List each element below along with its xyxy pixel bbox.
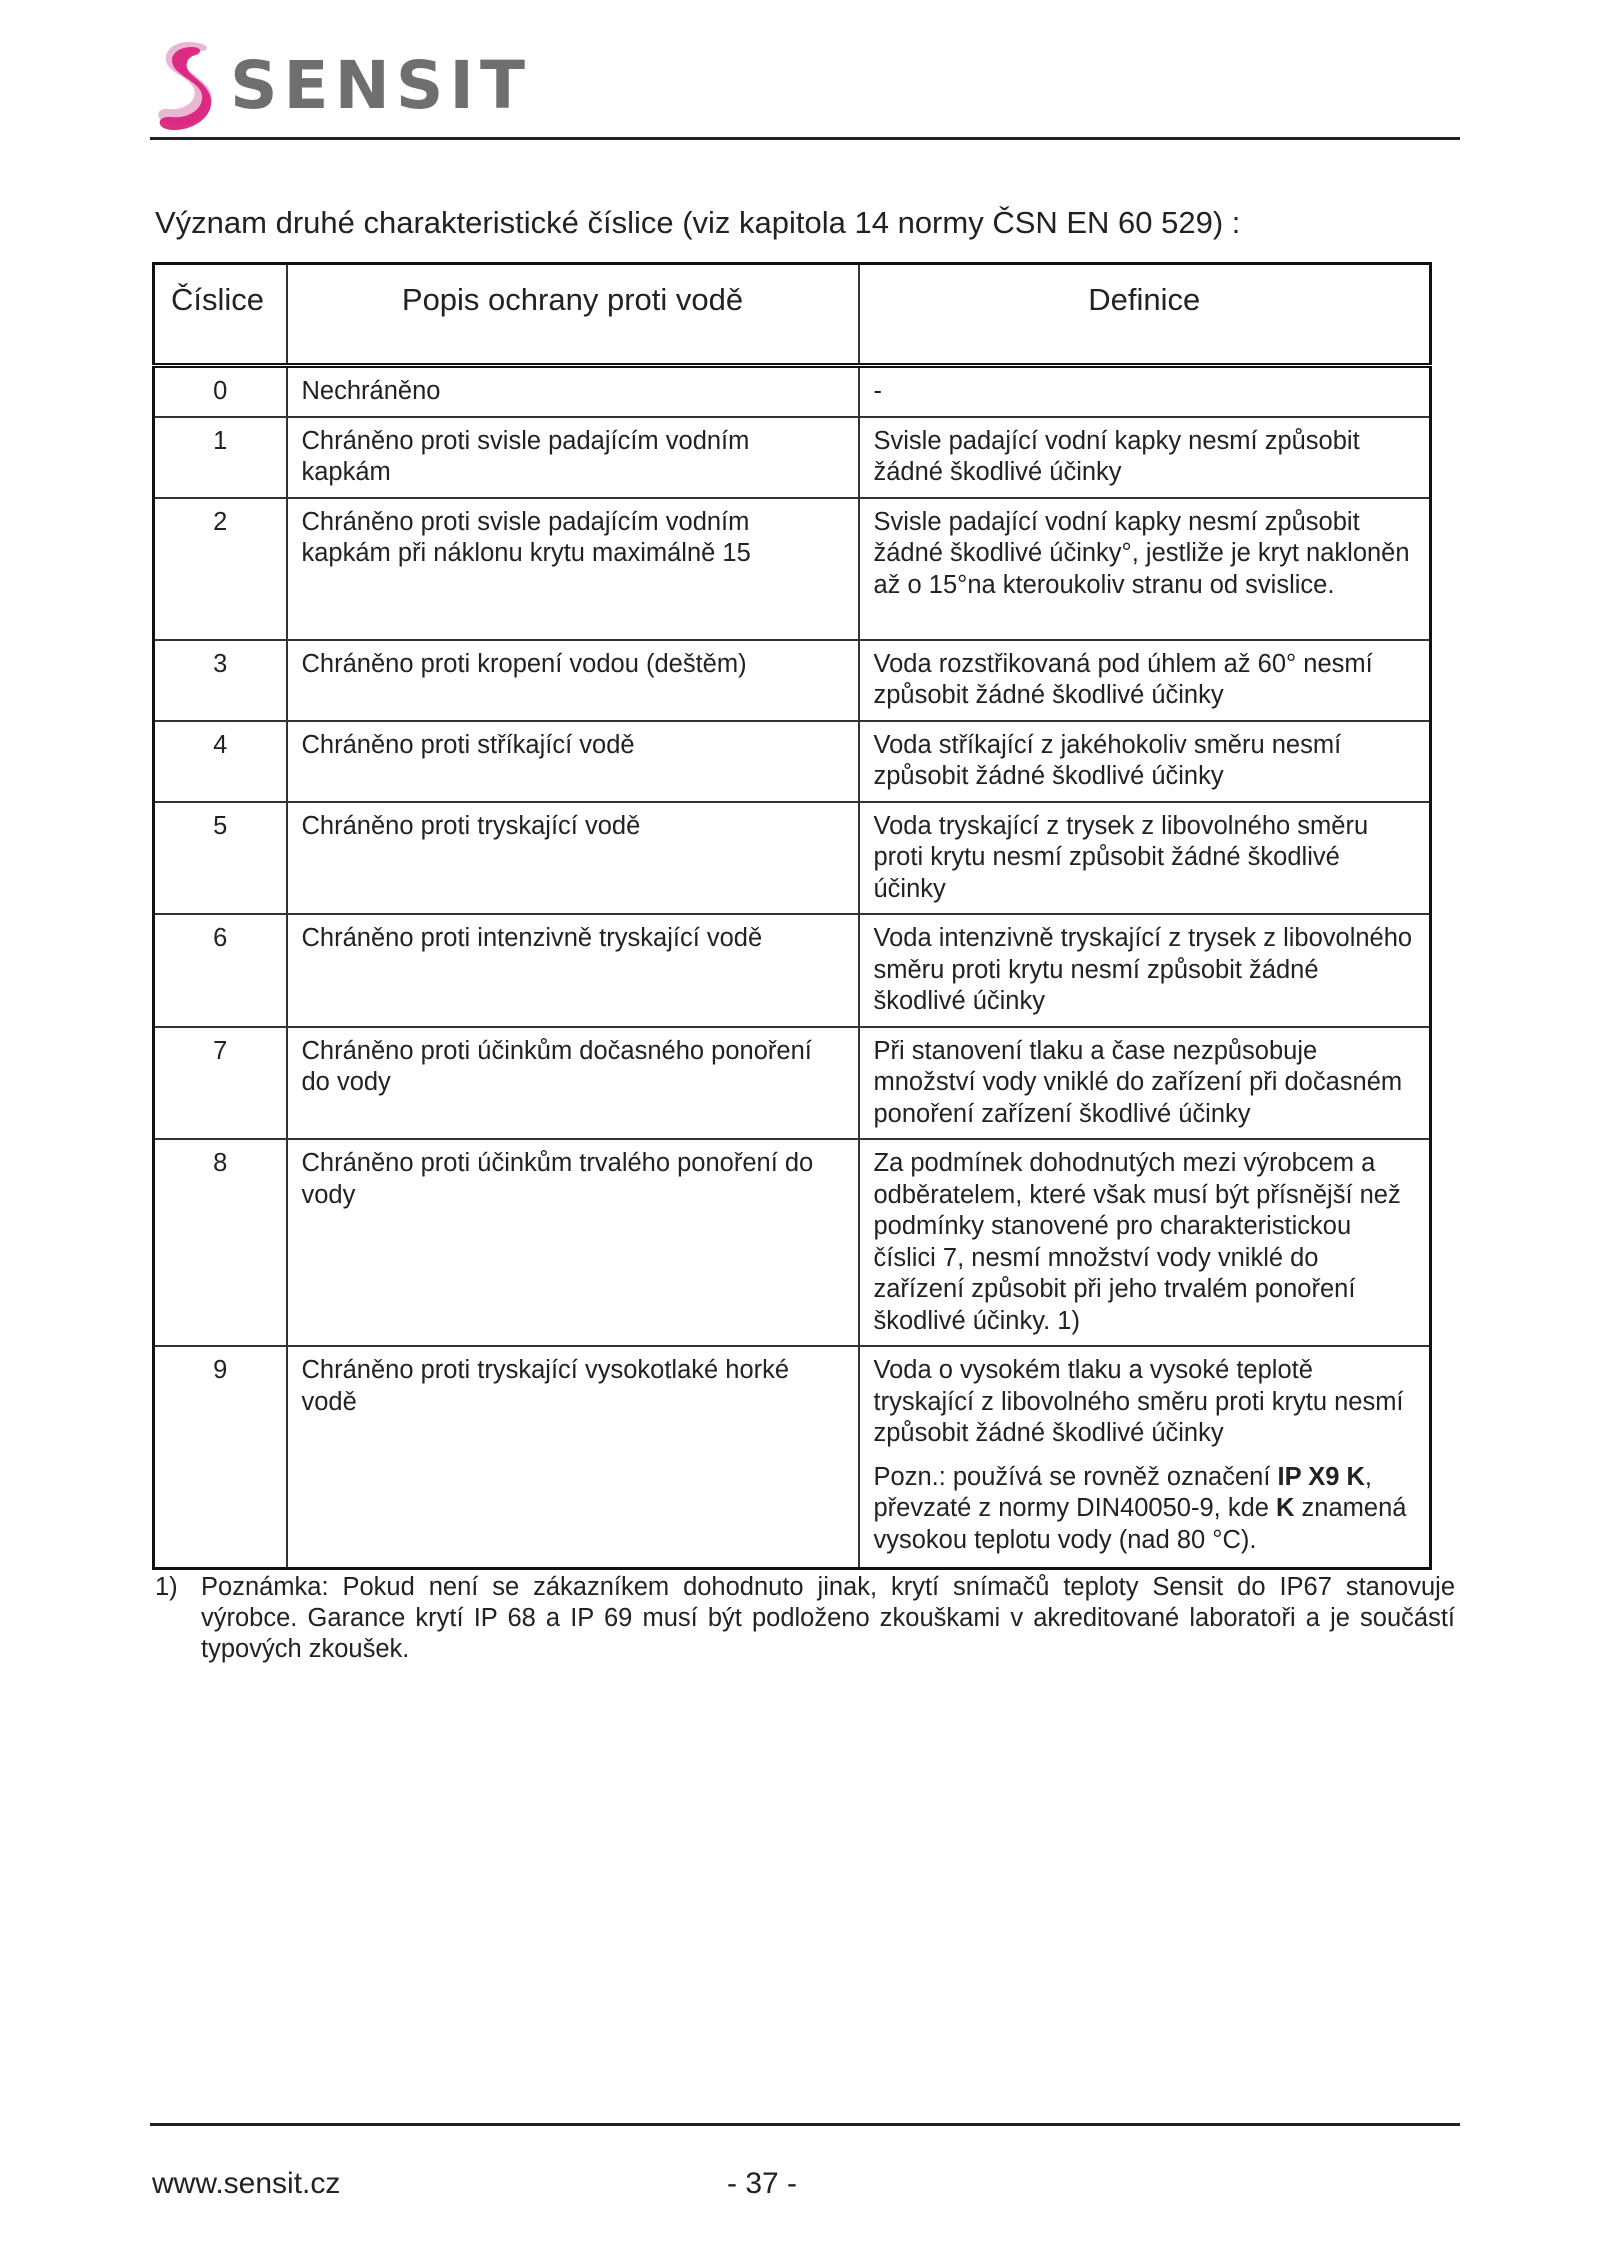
cell-definition: Voda rozstřikovaná pod úhlem až 60° nesmí způsobit žádné škodlivé účinky xyxy=(859,640,1431,721)
cell-description: Chráněno proti tryskající vodě xyxy=(287,802,859,915)
cell-definition: Voda intenzivně tryskající z trysek z libovolného směru proti krytu nesmí způsobit žádné škodlivé účinky xyxy=(859,914,1431,1027)
cell-definition: Svisle padající vodní kapky nesmí způsobit žádné škodlivé účinky xyxy=(859,417,1431,498)
cell-digit: 3 xyxy=(154,640,287,721)
cell-description: Chráněno proti svisle padajícím vodním kapkám při náklonu krytu maximálně 15 xyxy=(287,498,859,640)
cell-description: Chráněno proti tryskající vysokotlaké horké vodě xyxy=(287,1346,859,1568)
column-header-description: Popis ochrany proti vodě xyxy=(287,264,859,366)
cell-description: Nechráněno xyxy=(287,366,859,417)
table-row xyxy=(154,366,1431,417)
cell-digit: 7 xyxy=(154,1027,287,1140)
column-header-digit: Číslice xyxy=(154,264,287,366)
footnote xyxy=(155,1572,1455,1665)
cell-description: Chráněno proti účinkům trvalého ponoření do vody xyxy=(287,1139,859,1346)
table-row xyxy=(154,721,1431,802)
table-row xyxy=(154,417,1431,498)
footer-divider xyxy=(150,2123,1460,2126)
cell-digit: 8 xyxy=(154,1139,287,1346)
cell-digit: 9 xyxy=(154,1346,287,1568)
cell-definition: Voda stříkající z jakéhokoliv směru nesmí způsobit žádné škodlivé účinky xyxy=(859,721,1431,802)
cell-digit: 1 xyxy=(154,417,287,498)
cell-digit: 4 xyxy=(154,721,287,802)
cell-digit: 5 xyxy=(154,802,287,915)
cell-definition xyxy=(859,1346,1431,1568)
logo-wordmark: SENSIT xyxy=(230,47,531,124)
header-divider xyxy=(150,137,1460,140)
table-row xyxy=(154,802,1431,915)
cell-definition: Voda tryskající z trysek z libovolného směru proti krytu nesmí způsobit žádné škodlivé účinky xyxy=(859,802,1431,915)
section-heading: Význam druhé charakteristické číslice (viz kapitola 14 normy ČSN EN 60 529) : xyxy=(155,205,1241,240)
definition-text: Voda o vysokém tlaku a vysoké teplotě tryskající z libovolného směru proti krytu nesmí způsobit žádné škodlivé účinky xyxy=(873,1356,1404,1447)
cell-description: Chráněno proti účinkům dočasného ponoření do vody xyxy=(287,1027,859,1140)
cell-digit: 6 xyxy=(154,914,287,1027)
cell-digit: 0 xyxy=(154,366,287,417)
cell-definition: - xyxy=(859,366,1431,417)
table-row xyxy=(154,1027,1431,1140)
sensit-logo xyxy=(150,38,531,134)
cell-description: Chráněno proti stříkající vodě xyxy=(287,721,859,802)
table-row xyxy=(154,1346,1431,1568)
ip-second-digit-table xyxy=(152,262,1432,1570)
page-number: - 37 - xyxy=(727,2167,798,2200)
table-row xyxy=(154,498,1431,640)
note-bold-code: IP X9 K xyxy=(1277,1462,1365,1491)
cell-definition: Za podmínek dohodnutých mezi výrobcem a odběratelem, které však musí být přísnější než podmínky stanovené pro charakteristickou číslici 7, nesmí množství vody vniklé do zařízení způsobit při jeho trvalém ponoření škodlivé účinky. 1) xyxy=(859,1139,1431,1346)
cell-digit: 2 xyxy=(154,498,287,640)
footnote-text: Poznámka: Pokud není se zákazníkem dohodnuto jinak, krytí snímačů teploty Sensit do IP67 stanovuje výrobce. Garance krytí IP 68 a IP 69 musí být podloženo zkouškami v akreditované laboratoři a je součástí typových zkoušek. xyxy=(201,1573,1455,1663)
table-row xyxy=(154,914,1431,1027)
note-text: , převzaté z normy DIN40050-9, kde xyxy=(873,1462,1373,1522)
table-row xyxy=(154,640,1431,721)
cell-description: Chráněno proti svisle padajícím vodním kapkám xyxy=(287,417,859,498)
column-header-definition: Definice xyxy=(859,264,1431,366)
table-header-row xyxy=(154,264,1431,366)
note-bold-letter: K xyxy=(1276,1494,1295,1522)
note-text: znamená vysokou teplotu vody (nad 80 °C). xyxy=(873,1494,1407,1554)
cell-description: Chráněno proti intenzivně tryskající vodě xyxy=(287,914,859,1027)
cell-definition: Při stanovení tlaku a čase nezpůsobuje množství vody vniklé do zařízení při dočasném ponoření zařízení škodlivé účinky xyxy=(859,1027,1431,1140)
sensit-logo-icon xyxy=(150,39,220,133)
ipx9k-note xyxy=(874,1462,1416,1557)
cell-definition: Svisle padající vodní kapky nesmí způsobit žádné škodlivé účinky°, jestliže je kryt nakloněn až o 15°na kteroukoliv stranu od svislice. xyxy=(859,498,1431,640)
page-header xyxy=(150,38,1460,142)
cell-description: Chráněno proti kropení vodou (deštěm) xyxy=(287,640,859,721)
footer-website: www.sensit.cz xyxy=(152,2167,341,2200)
note-text: Pozn.: používá se rovněž označení xyxy=(873,1462,1278,1491)
footnote-number: 1) xyxy=(155,1573,178,1601)
table-row xyxy=(154,1139,1431,1346)
